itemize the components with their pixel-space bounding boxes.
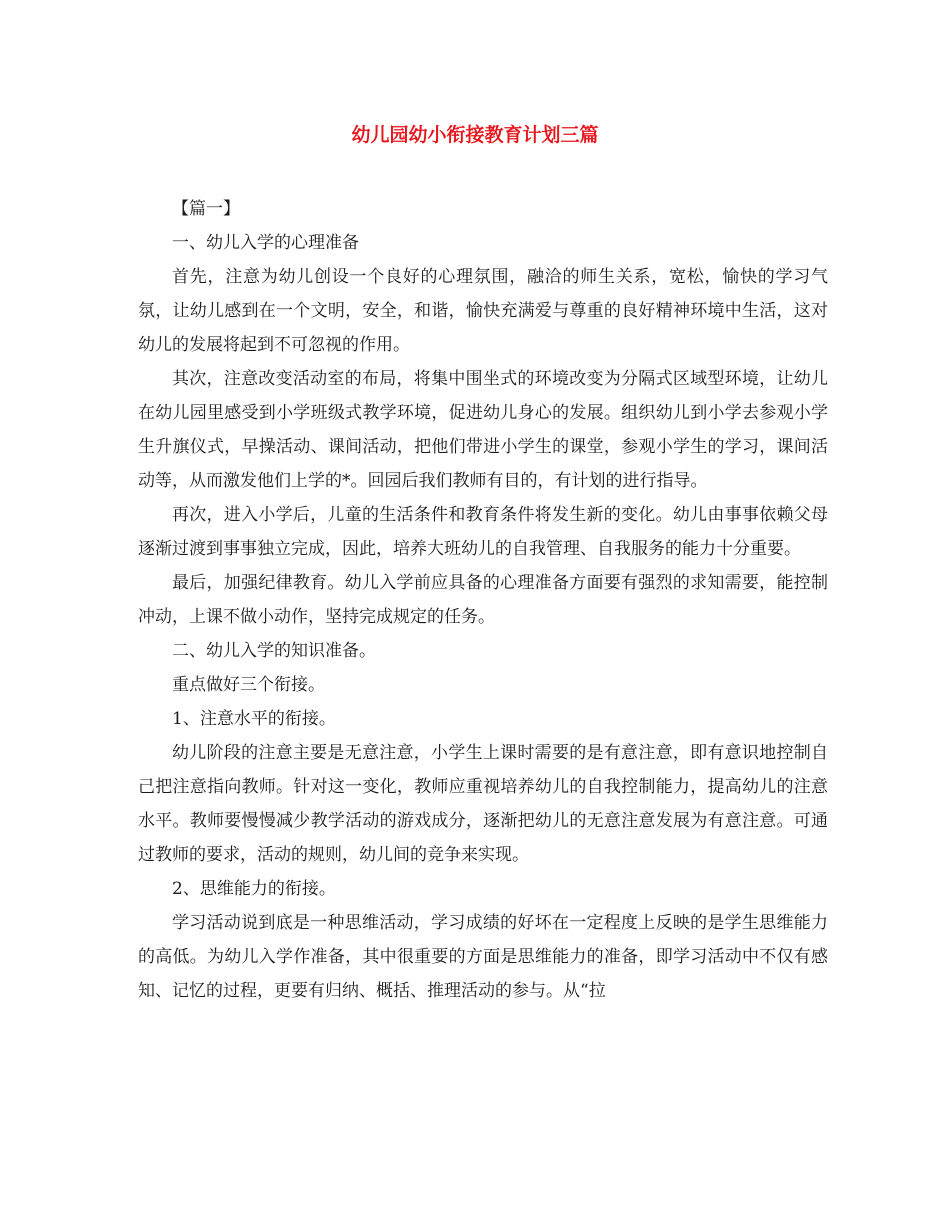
paragraph: 幼儿阶段的注意主要是无意注意，小学生上课时需要的是有意注意，即有意识地控制自己把注意指向教师。针对这一变化，教师应重视培养幼儿的自我控制能力，提高幼儿的注意水平。教师要慢慢减少教学活动的游戏成分，逐渐把幼儿的无意注意发展为有意注意。可通过教师的要求，活动的规则，幼儿间的竞争来实现。	[138, 743, 828, 865]
subheading: 一、幼儿入学的心理准备	[172, 233, 359, 253]
subheading: 2、思维能力的衔接。	[172, 879, 336, 899]
section-heading: 【篇一】	[172, 199, 240, 219]
subheading: 1、注意水平的衔接。	[172, 709, 336, 729]
paragraph: 学习活动说到底是一种思维活动，学习成绩的好坏在一定程度上反映的是学生思维能力的高低。为幼儿入学作准备，其中很重要的方面是思维能力的准备，即学习活动中不仅有感知、记忆的过程，更要有归纳、概括、推理活动的参与。从“拉	[138, 913, 828, 1001]
paragraph: 首先，注意为幼儿创设一个良好的心理氛围，融洽的师生关系，宽松，愉快的学习气氛，让幼儿感到在一个文明，安全，和谐，愉快充满爱与尊重的良好精神环境中生活，这对幼儿的发展将起到不可忽视的作用。	[138, 267, 828, 355]
subheading: 二、幼儿入学的知识准备。	[172, 641, 376, 661]
document-title: 幼儿园幼小衔接教育计划三篇	[351, 124, 599, 146]
document-body	[138, 192, 828, 1008]
paragraph: 其次，注意改变活动室的布局，将集中围坐式的环境改变为分隔式区域型环境，让幼儿在幼儿园里感受到小学班级式教学环境，促进幼儿身心的发展。组织幼儿到小学去参观小学生升旗仪式，早操活动、课间活动，把他们带进小学生的课堂，参观小学生的学习，课间活动等，从而激发他们上学的*。回园后我们教师有目的，有计划的进行指导。	[138, 369, 828, 491]
paragraph: 重点做好三个衔接。	[172, 675, 325, 695]
paragraph: 再次，进入小学后，儿童的生活条件和教育条件将发生新的变化。幼儿由事事依赖父母逐渐过渡到事事独立完成，因此，培养大班幼儿的自我管理、自我服务的能力十分重要。	[138, 505, 828, 559]
paragraph: 最后，加强纪律教育。幼儿入学前应具备的心理准备方面要有强烈的求知需要，能控制冲动，上课不做小动作，坚持完成规定的任务。	[138, 573, 828, 627]
